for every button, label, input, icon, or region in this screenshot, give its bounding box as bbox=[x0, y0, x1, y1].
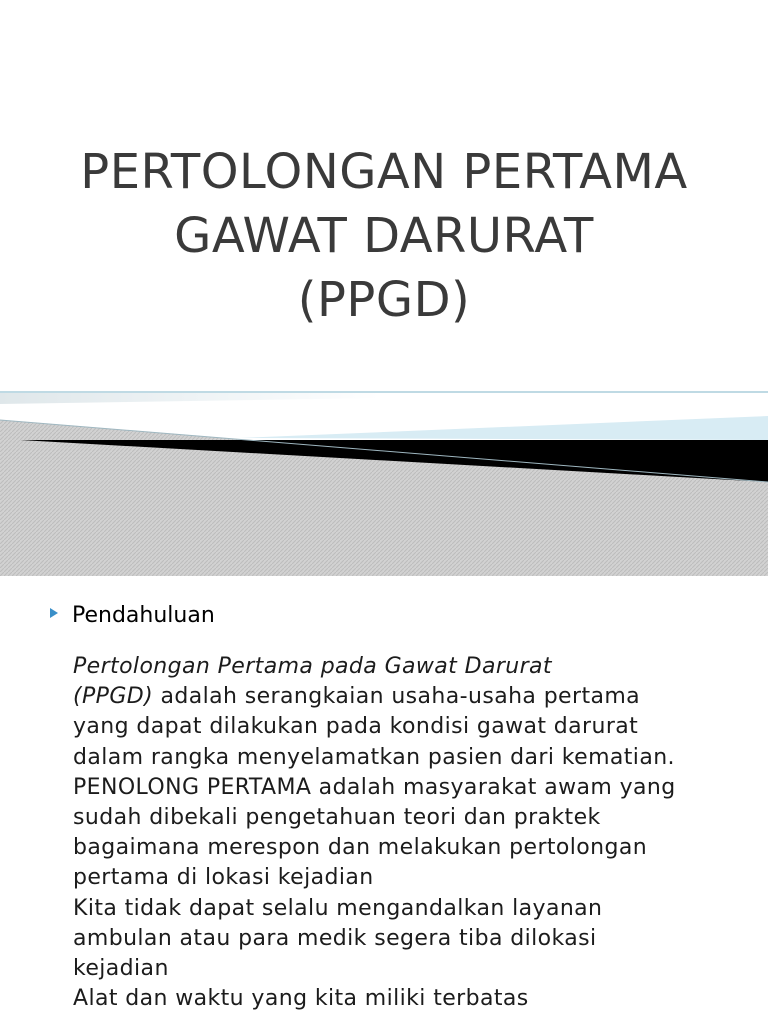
body-line bbox=[73, 652, 750, 682]
body-line: PENOLONG PERTAMA adalah masyarakat awam yang bbox=[73, 774, 676, 800]
title-line-2: GAWAT DARURAT bbox=[174, 208, 594, 264]
body-italic: (PPGD) bbox=[73, 684, 154, 710]
title-line-3: (PPGD) bbox=[297, 272, 471, 328]
body-italic: Pertolongan Pertama pada Gawat Darurat bbox=[73, 654, 552, 679]
body-line: kejadian bbox=[73, 956, 169, 982]
body-line bbox=[73, 682, 750, 712]
body-text-span: adalah serangkaian usaha-usaha pertama bbox=[153, 684, 641, 710]
decorative-band bbox=[0, 384, 768, 576]
title-line-1: PERTOLONGAN PERTAMA bbox=[80, 144, 688, 200]
band-light-blue bbox=[240, 416, 768, 440]
body-line: sudah dibekali pengetahuan teori dan praktek bbox=[73, 805, 601, 831]
section-heading: Pendahuluan bbox=[72, 602, 215, 628]
body-line: dalam rangka menyelamatkan pasien dari kematian. bbox=[73, 744, 675, 770]
triangle-bullet-icon bbox=[50, 608, 58, 618]
band-fade bbox=[0, 393, 380, 404]
body-line: Alat dan waktu yang kita miliki terbatas bbox=[73, 986, 529, 1012]
body-line: bagaimana merespon dan melakukan pertolongan bbox=[73, 835, 648, 861]
body-line: pertama di lokasi kejadian bbox=[73, 865, 374, 891]
body-line: yang dapat dilakukan pada kondisi gawat darurat bbox=[73, 714, 639, 740]
slide-content bbox=[50, 598, 750, 1014]
bullet-item bbox=[50, 598, 750, 632]
body-text bbox=[73, 652, 750, 1014]
body-line: ambulan atau para medik segera tiba dilokasi bbox=[73, 925, 597, 951]
body-line: Kita tidak dapat selalu mengandalkan layanan bbox=[73, 895, 603, 921]
slide-title bbox=[0, 140, 768, 332]
